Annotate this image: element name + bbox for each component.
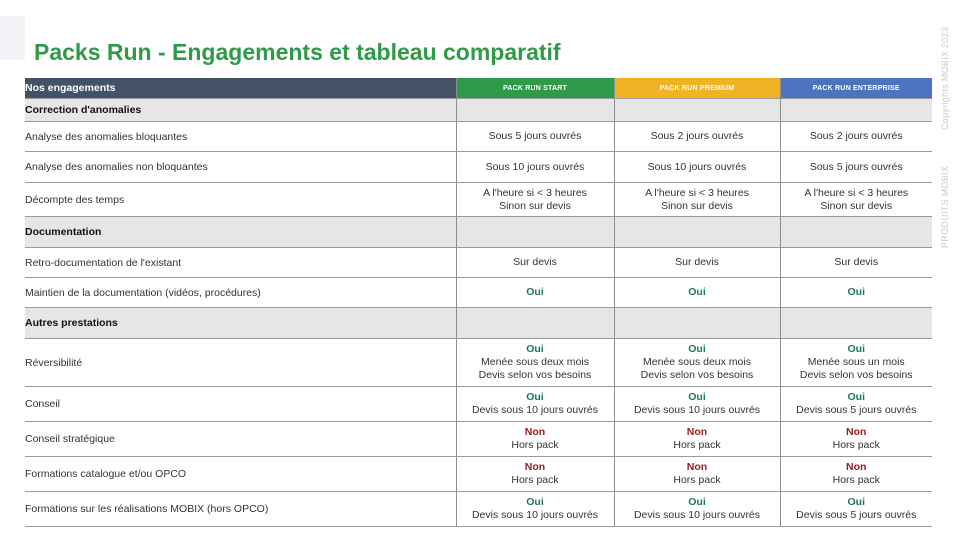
cell-pack-start — [456, 248, 614, 278]
cell-pack-start — [456, 122, 614, 152]
cell-pack-start — [456, 457, 614, 492]
status-yes: Oui — [688, 496, 706, 508]
row-label: Maintien de la documentation (vidéos, procédures) — [25, 278, 456, 308]
row-label: Formations sur les réalisations MOBIX (hors OPCO) — [25, 492, 456, 527]
cell-pack-enterprise — [780, 248, 932, 278]
cell-text: Sinon sur devis — [661, 199, 733, 212]
table-row — [25, 422, 932, 457]
cell-text: Devis sous 10 jours ouvrés — [633, 509, 761, 521]
cell-text: Hors pack — [511, 474, 559, 486]
cell-pack-premium — [614, 99, 780, 122]
section-row — [25, 99, 932, 122]
cell-pack-start — [456, 308, 614, 339]
row-label: Conseil — [25, 387, 456, 422]
cell-pack-enterprise — [780, 99, 932, 122]
cell-text: Devis selon vos besoins — [640, 369, 754, 381]
cell-text: Devis sous 10 jours ouvrés — [633, 404, 761, 416]
table-row — [25, 152, 932, 183]
status-yes: Oui — [526, 286, 544, 298]
cell-text: Sinon sur devis — [820, 199, 893, 212]
cell-text: Sur devis — [675, 256, 719, 268]
cell-text: Sous 2 jours ouvrés — [650, 130, 744, 142]
cell-text: Sous 10 jours ouvrés — [647, 160, 747, 173]
table-header-row — [25, 78, 932, 99]
cell-pack-enterprise — [780, 387, 932, 422]
cell-pack-premium — [614, 457, 780, 492]
page-title: Packs Run - Engagements et tableau comparatif — [34, 39, 561, 66]
cell-pack-start — [456, 422, 614, 457]
status-yes: Oui — [688, 286, 706, 298]
table-row — [25, 457, 932, 492]
status-no: Non — [686, 461, 708, 473]
cell-text: Menée sous un mois — [807, 356, 905, 368]
row-label: Décompte des temps — [25, 183, 456, 217]
cell-text: Sous 5 jours ouvrés — [488, 130, 582, 142]
cell-pack-start — [456, 217, 614, 248]
cell-pack-enterprise — [780, 422, 932, 457]
status-yes: Oui — [847, 496, 865, 508]
cell-text: Devis selon vos besoins — [799, 369, 913, 381]
table-body — [25, 99, 932, 527]
cell-pack-premium — [614, 492, 780, 527]
status-yes: Oui — [526, 391, 544, 403]
cell-pack-enterprise — [780, 492, 932, 527]
cell-pack-premium — [614, 248, 780, 278]
comparison-table — [25, 78, 932, 527]
cell-text: Sinon sur devis — [499, 199, 571, 212]
cell-text: Hors pack — [673, 474, 721, 486]
section-label: Correction d'anomalies — [25, 99, 456, 122]
corner-decoration — [0, 16, 25, 60]
cell-text: Devis sous 5 jours ouvrés — [796, 509, 917, 521]
table-row — [25, 122, 932, 152]
cell-pack-premium — [614, 278, 780, 308]
section-row — [25, 308, 932, 339]
cell-text: Menée sous deux mois — [643, 356, 751, 368]
status-no: Non — [524, 426, 546, 438]
table-row — [25, 387, 932, 422]
row-label: Réversibilité — [25, 339, 456, 387]
cell-text: Devis sous 10 jours ouvrés — [471, 509, 599, 521]
status-no: Non — [846, 461, 867, 473]
status-yes: Oui — [688, 391, 706, 403]
section-label: Autres prestations — [25, 308, 456, 339]
table-row — [25, 278, 932, 308]
cell-text: A l'heure si < 3 heures — [645, 186, 749, 199]
cell-text: Devis selon vos besoins — [478, 369, 592, 381]
cell-pack-enterprise — [780, 457, 932, 492]
column-header-pack-premium: PACK RUN PREMIUM — [614, 78, 780, 99]
cell-pack-enterprise — [780, 183, 932, 217]
cell-pack-enterprise — [780, 278, 932, 308]
status-no: Non — [686, 426, 708, 438]
section-row — [25, 217, 932, 248]
cell-text: A l'heure si < 3 heures — [483, 186, 587, 199]
cell-text: Sur devis — [513, 256, 557, 268]
cell-text: Sur devis — [834, 256, 879, 268]
cell-pack-start — [456, 492, 614, 527]
status-yes: Oui — [847, 286, 865, 298]
status-yes: Oui — [526, 343, 544, 355]
status-yes: Oui — [847, 343, 865, 355]
table-row — [25, 492, 932, 527]
cell-text: Sous 2 jours ouvrés — [809, 130, 903, 142]
cell-text: Sous 10 jours ouvrés — [485, 160, 585, 173]
status-no: Non — [846, 426, 867, 438]
column-header-pack-enterprise: PACK RUN ENTERPRISE — [780, 78, 932, 99]
cell-pack-premium — [614, 422, 780, 457]
cell-pack-premium — [614, 122, 780, 152]
cell-pack-start — [456, 99, 614, 122]
cell-text: Devis sous 10 jours ouvrés — [471, 404, 599, 416]
row-label: Analyse des anomalies non bloquantes — [25, 152, 456, 183]
status-yes: Oui — [688, 343, 706, 355]
status-yes: Oui — [847, 391, 865, 403]
cell-text: Hors pack — [832, 474, 880, 486]
watermark-products: PRODUITS MOBIX — [940, 165, 950, 248]
cell-pack-start — [456, 387, 614, 422]
cell-pack-enterprise — [780, 217, 932, 248]
column-header-engagements: Nos engagements — [25, 78, 456, 99]
cell-pack-premium — [614, 308, 780, 339]
row-label: Retro-documentation de l'existant — [25, 248, 456, 278]
cell-text: Hors pack — [511, 439, 559, 451]
cell-text: Sous 5 jours ouvrés — [809, 160, 903, 173]
watermark-copyright: Copyrights MOBIX 2023 — [940, 26, 950, 130]
cell-pack-premium — [614, 217, 780, 248]
cell-pack-enterprise — [780, 308, 932, 339]
cell-pack-premium — [614, 183, 780, 217]
cell-pack-enterprise — [780, 152, 932, 183]
section-label: Documentation — [25, 217, 456, 248]
row-label: Analyse des anomalies bloquantes — [25, 122, 456, 152]
table-row — [25, 183, 932, 217]
cell-text: A l'heure si < 3 heures — [804, 186, 909, 199]
cell-pack-start — [456, 152, 614, 183]
table-row — [25, 339, 932, 387]
cell-text: Menée sous deux mois — [481, 356, 589, 368]
cell-pack-start — [456, 183, 614, 217]
cell-pack-premium — [614, 339, 780, 387]
cell-text: Devis sous 5 jours ouvrés — [796, 404, 917, 416]
cell-pack-start — [456, 278, 614, 308]
row-label: Formations catalogue et/ou OPCO — [25, 457, 456, 492]
cell-pack-start — [456, 339, 614, 387]
cell-text: Hors pack — [832, 439, 880, 451]
cell-pack-premium — [614, 152, 780, 183]
cell-pack-premium — [614, 387, 780, 422]
table-row — [25, 248, 932, 278]
cell-pack-enterprise — [780, 122, 932, 152]
cell-pack-enterprise — [780, 339, 932, 387]
row-label: Conseil stratégique — [25, 422, 456, 457]
status-yes: Oui — [526, 496, 544, 508]
status-no: Non — [524, 461, 546, 473]
column-header-pack-start: PACK RUN START — [456, 78, 614, 99]
cell-text: Hors pack — [673, 439, 721, 451]
